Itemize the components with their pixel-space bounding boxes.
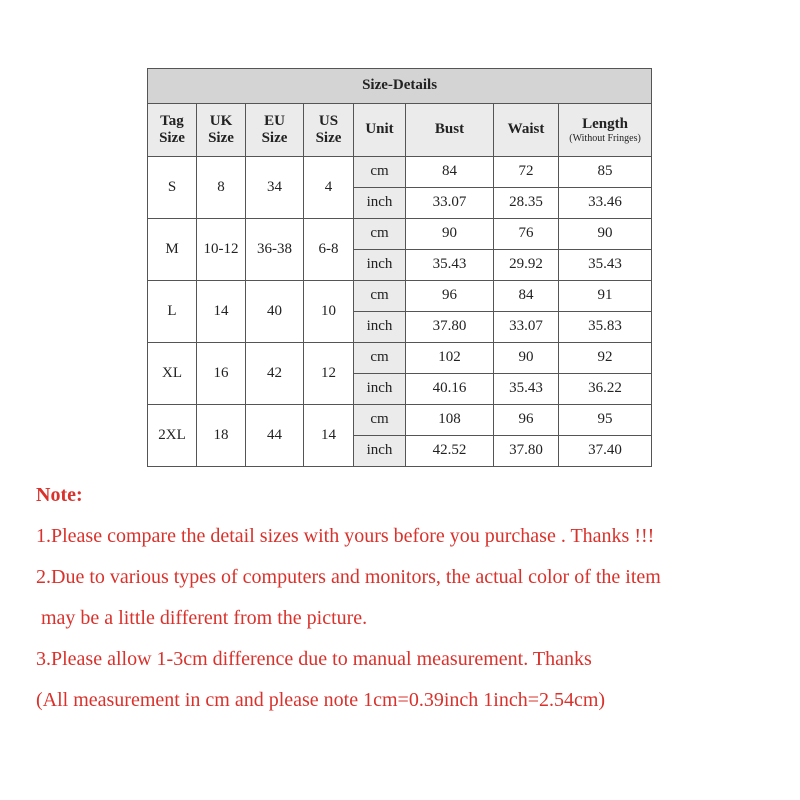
table-row — [148, 219, 652, 250]
cell-waist: 76 — [494, 219, 559, 250]
cell-length: 90 — [559, 219, 652, 250]
cell-eu: 36-38 — [246, 219, 304, 281]
cell-waist: 28.35 — [494, 188, 559, 219]
cell-length: 91 — [559, 281, 652, 312]
cell-unit: inch — [354, 436, 406, 467]
note-line-4: 3.Please allow 1-3cm difference due to manual measurement. Thanks — [36, 648, 592, 670]
cell-tag: XL — [148, 343, 197, 405]
cell-bust: 42.52 — [406, 436, 494, 467]
table-row — [148, 281, 652, 312]
cell-us: 14 — [304, 405, 354, 467]
header-uk-size: UK Size — [197, 104, 246, 157]
cell-us: 10 — [304, 281, 354, 343]
cell-bust: 90 — [406, 219, 494, 250]
header-length-subtitle: (Without Fringes) — [569, 132, 641, 144]
cell-unit: inch — [354, 374, 406, 405]
cell-uk: 10-12 — [197, 219, 246, 281]
note-line-2: 2.Due to various types of computers and monitors, the actual color of the item — [36, 566, 661, 588]
cell-waist: 35.43 — [494, 374, 559, 405]
cell-bust: 102 — [406, 343, 494, 374]
cell-unit: cm — [354, 157, 406, 188]
cell-us: 6-8 — [304, 219, 354, 281]
table-row — [148, 343, 652, 374]
cell-bust: 33.07 — [406, 188, 494, 219]
cell-length: 36.22 — [559, 374, 652, 405]
cell-bust: 96 — [406, 281, 494, 312]
header-eu-size: EU Size — [246, 104, 304, 157]
cell-tag: L — [148, 281, 197, 343]
cell-bust: 35.43 — [406, 250, 494, 281]
cell-uk: 14 — [197, 281, 246, 343]
cell-us: 12 — [304, 343, 354, 405]
cell-bust: 84 — [406, 157, 494, 188]
cell-length: 35.43 — [559, 250, 652, 281]
note-line-5: (All measurement in cm and please note 1cm=0.39inch 1inch=2.54cm) — [36, 689, 606, 711]
note-section — [36, 484, 796, 730]
header-us-size: US Size — [304, 104, 354, 157]
cell-waist: 90 — [494, 343, 559, 374]
cell-length: 95 — [559, 405, 652, 436]
cell-waist: 96 — [494, 405, 559, 436]
table-row — [148, 157, 652, 188]
cell-waist: 37.80 — [494, 436, 559, 467]
cell-tag: M — [148, 219, 197, 281]
cell-eu: 34 — [246, 157, 304, 219]
header-tag-size: Tag Size — [148, 104, 197, 157]
note-title: Note: — [36, 484, 83, 506]
cell-unit: cm — [354, 281, 406, 312]
cell-us: 4 — [304, 157, 354, 219]
header-waist: Waist — [494, 104, 559, 157]
cell-unit: inch — [354, 250, 406, 281]
cell-bust: 108 — [406, 405, 494, 436]
cell-uk: 8 — [197, 157, 246, 219]
cell-uk: 18 — [197, 405, 246, 467]
size-details-table — [147, 68, 652, 467]
cell-eu: 40 — [246, 281, 304, 343]
cell-bust: 37.80 — [406, 312, 494, 343]
cell-length: 92 — [559, 343, 652, 374]
cell-length: 37.40 — [559, 436, 652, 467]
cell-waist: 33.07 — [494, 312, 559, 343]
header-bust: Bust — [406, 104, 494, 157]
cell-bust: 40.16 — [406, 374, 494, 405]
cell-unit: inch — [354, 312, 406, 343]
cell-length: 35.83 — [559, 312, 652, 343]
cell-unit: cm — [354, 343, 406, 374]
cell-eu: 42 — [246, 343, 304, 405]
cell-eu: 44 — [246, 405, 304, 467]
cell-length: 85 — [559, 157, 652, 188]
cell-waist: 84 — [494, 281, 559, 312]
cell-uk: 16 — [197, 343, 246, 405]
cell-unit: cm — [354, 405, 406, 436]
cell-unit: cm — [354, 219, 406, 250]
cell-unit: inch — [354, 188, 406, 219]
header-length: Length (Without Fringes) — [559, 104, 652, 157]
cell-tag: S — [148, 157, 197, 219]
note-line-3: may be a little different from the picture. — [41, 607, 368, 629]
note-line-1: 1.Please compare the detail sizes with yours before you purchase . Thanks !!! — [36, 525, 655, 547]
cell-waist: 72 — [494, 157, 559, 188]
table-row — [148, 405, 652, 436]
header-unit: Unit — [354, 104, 406, 157]
cell-length: 33.46 — [559, 188, 652, 219]
table-title: Size-Details — [148, 69, 652, 104]
cell-waist: 29.92 — [494, 250, 559, 281]
cell-tag: 2XL — [148, 405, 197, 467]
